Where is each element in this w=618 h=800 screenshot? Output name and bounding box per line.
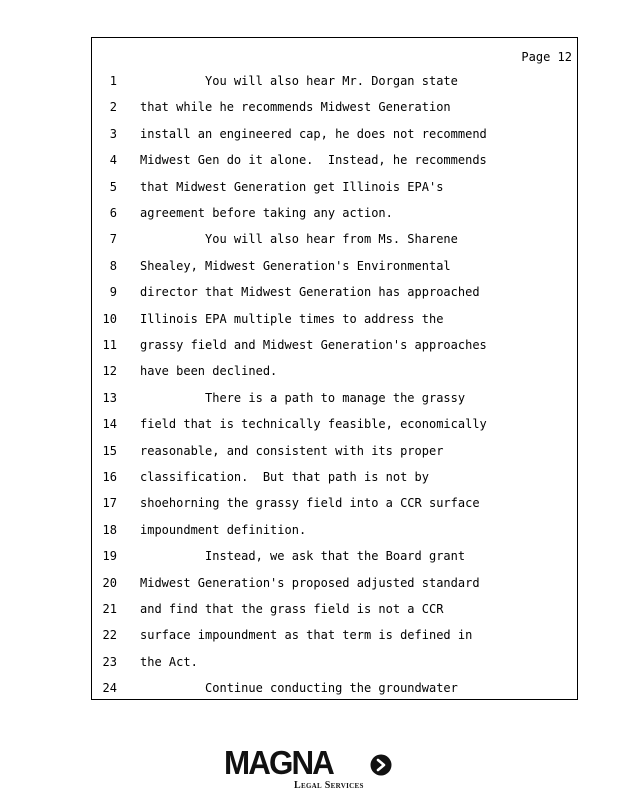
transcript-line [92,523,577,549]
line-number: 11 [102,338,117,352]
line-text: shoehorning the grassy field into a CCR surface [140,496,480,511]
transcript-line [92,470,577,496]
chevron-right-circle-icon [370,754,392,776]
line-number: 12 [102,364,117,379]
line-text: grassy field and Midwest Generation's approaches [140,338,487,352]
line-text: Illinois EPA multiple times to address the [140,311,444,326]
line-number: 4 [109,153,117,168]
transcript-line [92,628,577,654]
magna-logo [224,746,396,794]
line-number: 22 [102,628,117,643]
line-number: 16 [102,470,117,484]
transcript-line [92,655,577,681]
line-number: 18 [102,522,117,537]
transcript-line [92,127,577,153]
transcript-line [92,417,577,443]
line-text: Midwest Gen do it alone. Instead, he recommends [140,153,487,168]
transcript-line [92,444,577,470]
transcript-line [92,232,577,258]
transcript-line [92,259,577,285]
line-number: 2 [109,100,117,115]
line-text: Instead, we ask that the Board grant [140,549,466,564]
line-number: 19 [102,549,117,564]
logo-subtitle: Legal Services [294,780,364,791]
line-text: that Midwest Generation get Illinois EPA's [140,179,444,194]
line-number: 21 [102,602,117,616]
line-text: surface impoundment as that term is defined in [140,628,473,643]
transcript-line [92,681,577,707]
line-text: director that Midwest Generation has approached [140,285,480,300]
line-number: 3 [109,126,117,141]
line-text: and find that the grass field is not a CCR [140,602,444,616]
transcript-line [92,338,577,364]
line-number: 9 [109,285,117,300]
line-text: the Act. [140,654,198,669]
transcript-line [92,206,577,232]
line-text: reasonable, and consistent with its proper [140,443,444,458]
line-number: 20 [102,575,117,590]
transcript-line [92,285,577,311]
line-number: 14 [102,417,117,432]
line-number: 1 [109,74,117,88]
line-number: 5 [109,179,117,194]
line-text: field that is technically feasible, economically [140,417,487,432]
line-text: Continue conducting the groundwater [140,681,458,696]
line-text: agreement before taking any action. [140,206,393,220]
line-text: There is a path to manage the grassy [140,390,466,405]
transcript-line [92,364,577,390]
transcript-page [91,37,578,700]
line-number: 8 [109,258,117,273]
line-text: You will also hear Mr. Dorgan state [140,74,458,88]
transcript-line [92,391,577,417]
line-text: have been declined. [140,364,278,379]
transcript-line [92,602,577,628]
line-number: 6 [109,206,117,220]
line-number: 24 [102,681,117,696]
line-number: 13 [102,390,117,405]
line-number: 17 [102,496,117,511]
transcript-line [92,153,577,179]
transcript-line [92,496,577,522]
transcript-line [92,576,577,602]
line-text: that while he recommends Midwest Generation [140,100,451,115]
line-text: Midwest Generation's proposed adjusted standard [140,575,480,590]
line-number: 10 [102,311,117,326]
line-text: install an engineered cap, he does not recommend [140,126,487,141]
transcript-line [92,549,577,575]
line-text: impoundment definition. [140,522,307,537]
transcript-line [92,312,577,338]
transcript-line [92,74,577,100]
transcript-line [92,100,577,126]
page-number: Page 12 [521,50,572,64]
line-text: classification. But that path is not by [140,470,429,484]
line-number: 23 [102,654,117,669]
transcript-line [92,180,577,206]
line-text: Shealey, Midwest Generation's Environmental [140,258,451,273]
line-number: 7 [109,232,117,247]
line-number: 15 [102,443,117,458]
line-text: You will also hear from Ms. Sharene [140,232,458,247]
logo-wordmark: MAGNA [224,744,333,781]
